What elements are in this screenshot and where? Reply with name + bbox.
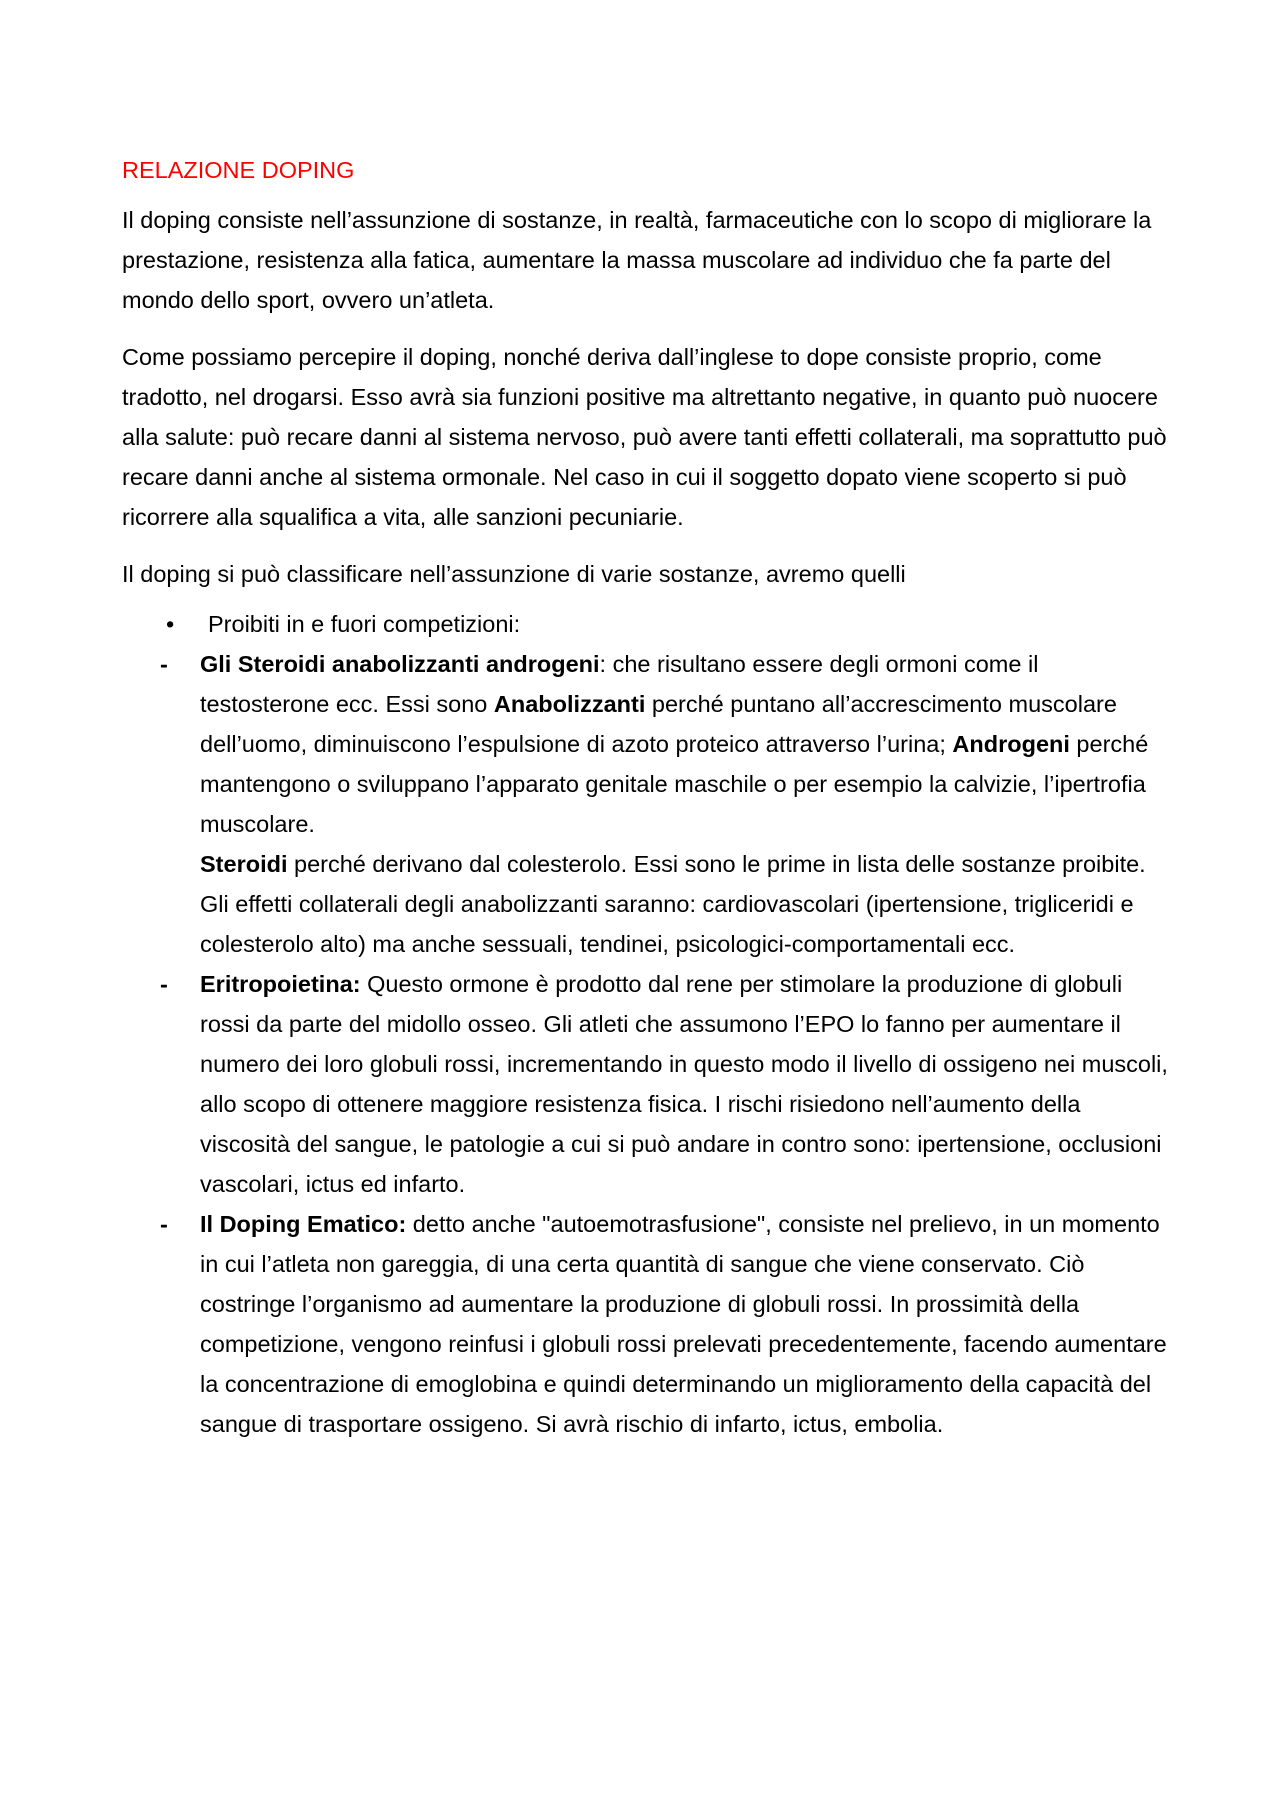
list-item-body — [200, 644, 1172, 844]
term-eritropoietina: Eritropoietina: — [200, 971, 361, 997]
term-doping-ematico: Il Doping Ematico: — [200, 1211, 407, 1237]
document-title: RELAZIONE DOPING — [122, 157, 355, 183]
substance-list — [122, 644, 1172, 1444]
list-item-steroidi — [122, 644, 1172, 964]
list-item-eritropoietina — [122, 964, 1172, 1204]
list-item-body — [200, 964, 1172, 1204]
document-page — [122, 150, 1172, 1444]
paragraph-origin: Come possiamo percepire il doping, nonché deriva dall’inglese to dope consiste proprio, come tradotto, nel drogarsi. Esso avrà sia funzioni positive ma altrettanto negative, in quanto può nuocere alla salute: può recare danni al sistema nervoso, può avere tanti effetti collaterali, ma soprattutto può recare danni anche al sistema ormonale. Nel caso in cui il soggetto dopato viene scoperto si può ricorrere alla squalifica a vita, alle sanzioni pecuniarie. — [122, 344, 1167, 530]
term-anabolizzanti: Anabolizzanti — [493, 691, 646, 717]
bullet-icon: • — [166, 611, 175, 637]
list-item-body-continued — [200, 844, 1172, 964]
dash-icon: - — [160, 651, 168, 677]
item-text: perché derivano dal colesterolo. Essi sono le prime in lista delle sostanze proibite. Gli effetti collaterali degli anabolizzanti saranno: cardiovascolari (ipertensione, trigliceridi e colesterolo alto) ma anche sessuali, tendinei, psicologici-comportamentali ecc. — [200, 851, 1146, 957]
paragraph-definition: Il doping consiste nell’assunzione di sostanze, in realtà, farmaceutiche con lo scopo di migliorare la prestazione, resistenza alla fatica, aumentare la massa muscolare ad individuo che fa parte del mondo dello sport, ovvero un’atleta. — [122, 207, 1152, 313]
item-text: Questo ormone è prodotto dal rene per stimolare la produzione di globuli rossi da parte del midollo osseo. Gli atleti che assumono l’EPO lo fanno per aumentare il numero dei loro globuli rossi, incrementando in questo modo il livello di ossigeno nei muscoli, allo scopo di ottenere maggiore resistenza fisica. I rischi risiedono nell’aumento della viscosità del sangue, le patologie a cui si può andare in contro sono: ipertensione, occlusioni vascolari, ictus ed infarto. — [200, 971, 1168, 1197]
item-text: perché puntano all’accrescimento muscolare dell’uomo, diminuiscono l’espulsione di azoto proteico attraverso l’urina; — [200, 691, 1117, 757]
bullet-text: Proibiti in e fuori competizioni: — [208, 611, 521, 637]
term-steroidi-anabolizzanti: Gli Steroidi anabolizzanti androgeni — [200, 651, 600, 677]
list-item-body — [200, 1204, 1172, 1444]
term-androgeni: Androgeni — [952, 731, 1070, 757]
bullet-item — [122, 604, 1172, 644]
list-item-doping-ematico — [122, 1204, 1172, 1444]
term-steroidi: Steroidi — [200, 851, 288, 877]
item-text: : che risultano essere degli ormoni come il testosterone ecc. Essi sono — [200, 651, 1039, 717]
dash-icon: - — [160, 971, 168, 997]
item-text: perché mantengono o sviluppano l’apparato genitale maschile o per esempio la calvizie, l’ipertrofia muscolare. — [200, 731, 1149, 837]
item-text: detto anche "autoemotrasfusione", consiste nel prelievo, in un momento in cui l’atleta non gareggia, di una certa quantità di sangue che viene conservato. Ciò costringe l’organismo ad aumentare la produzione di globuli rossi. In prossimità della competizione, vengono reinfusi i globuli rossi prelevati precedentemente, facendo aumentare la concentrazione di emoglobina e quindi determinando un miglioramento della capacità del sangue di trasportare ossigeno. Si avrà rischio di infarto, ictus, embolia. — [200, 1211, 1167, 1437]
dash-icon: - — [160, 1211, 168, 1237]
paragraph-classification: Il doping si può classificare nell’assunzione di varie sostanze, avremo quelli — [122, 561, 906, 587]
